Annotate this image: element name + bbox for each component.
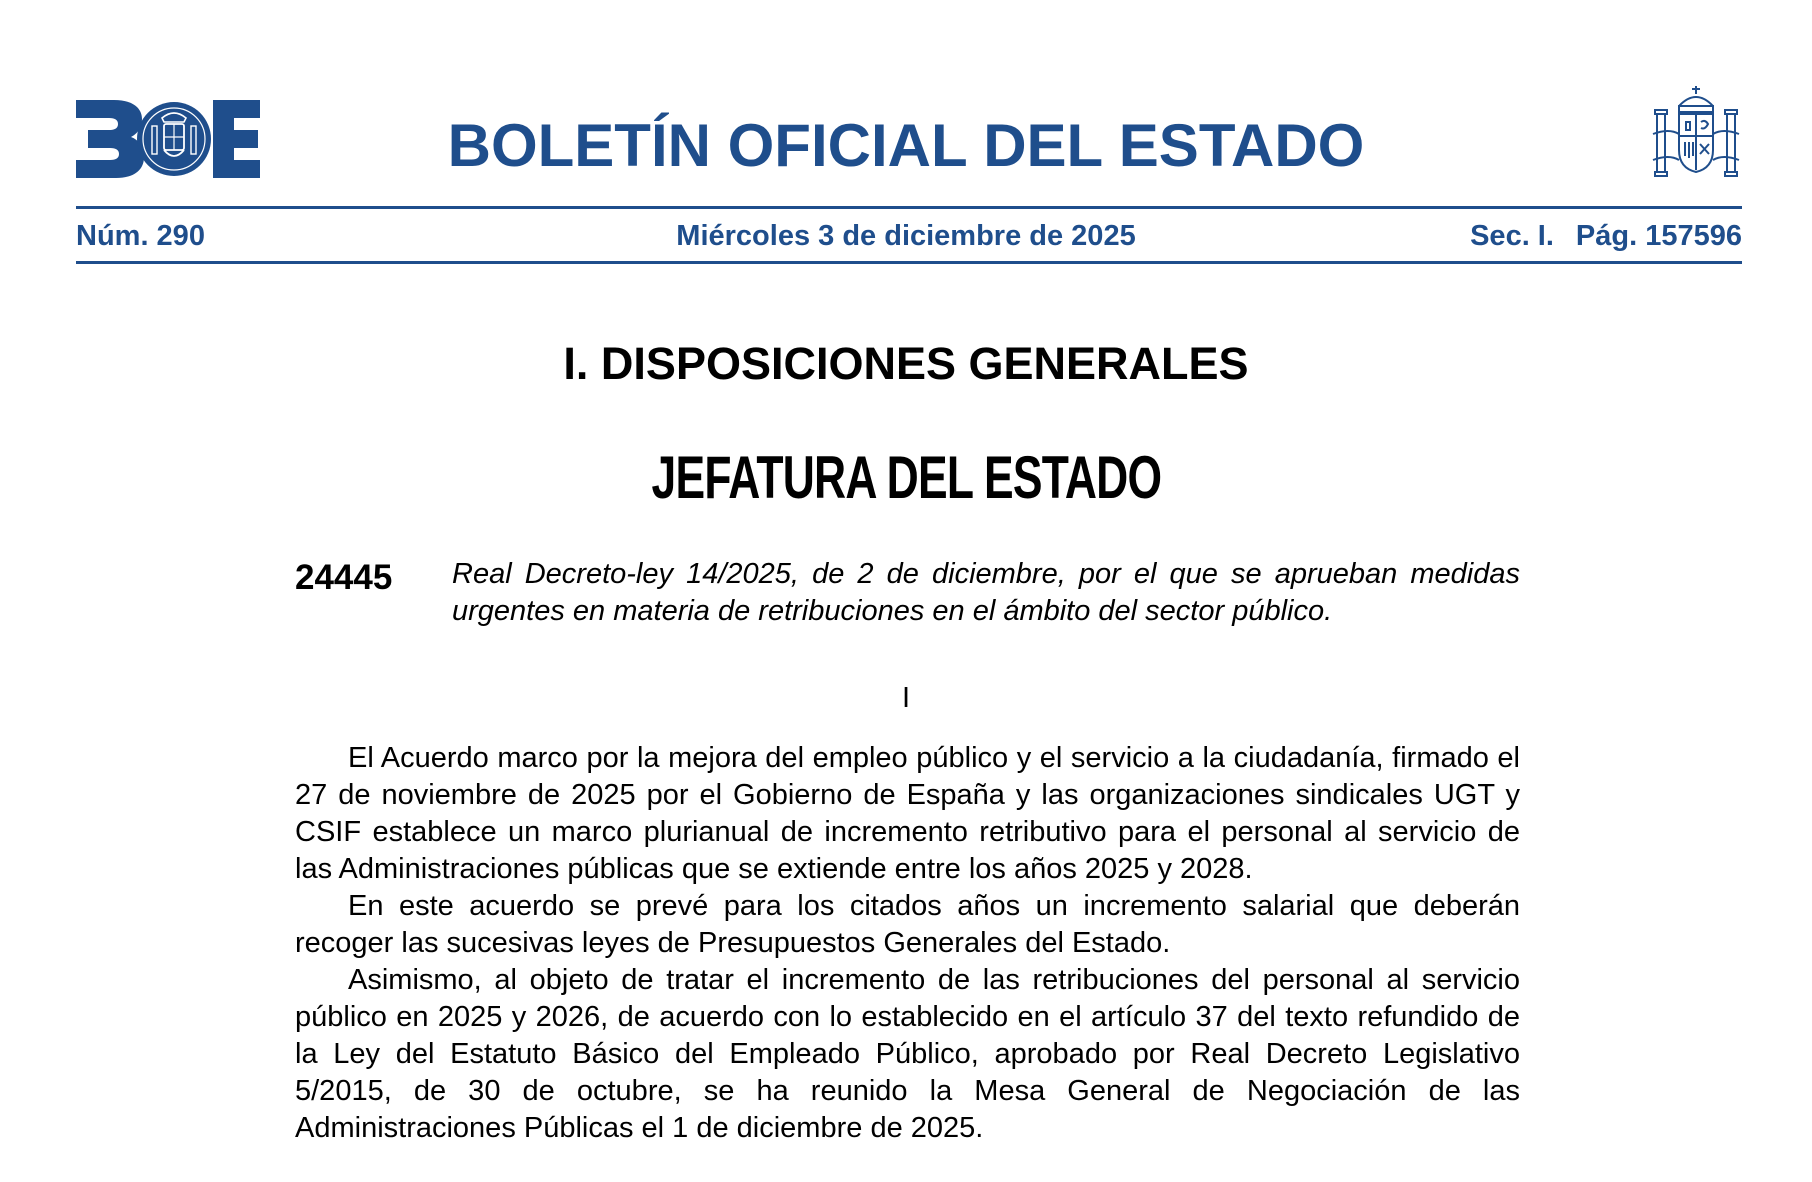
- paragraph: Asimismo, al objeto de tratar el incremento de las retribuciones del personal al servicio público en 2025 y 2026, de acuerdo con lo establecido en el artículo 37 del texto refundido de la Ley del Estatuto Básico del Empleado Público, aprobado por Real Decreto Legislativo 5/2015, de 30 de octubre, se ha reunido la Mesa General de Negociación de las Administraciones Públicas el 1 de diciembre de 2025.: [295, 964, 1520, 1144]
- organ-title-text: JEFATURA DEL ESTADO: [651, 444, 1161, 511]
- section-label: Sec. I.: [1470, 220, 1554, 252]
- organ-title: [0, 444, 1812, 512]
- disposition-title: Real Decreto-ley 14/2025, de 2 de diciembre, por el que se aprueban medidas urgentes en materia de retribuciones en el ámbito del sector público.: [452, 558, 1520, 627]
- section-page-info: [1470, 218, 1742, 254]
- header-top-rule: [76, 206, 1742, 209]
- paragraph: El Acuerdo marco por la mejora del empleo público y el servicio a la ciudadanía, firmado el 27 de noviembre de 2025 por el Gobierno de España y las organizaciones sindicales UGT y CSIF establece un marco plurianual de incremento retributivo para el personal al servicio de las Administraciones públicas que se extiende entre los años 2025 y 2028.: [295, 742, 1520, 885]
- body-text: [295, 740, 1520, 1147]
- issue-number: Núm. 290: [76, 220, 205, 252]
- header-bottom-rule: [76, 261, 1742, 264]
- page-number: Pág. 157596: [1575, 220, 1742, 252]
- section-title: I. DISPOSICIONES GENERALES: [563, 338, 1249, 389]
- paragraph: En este acuerdo se prevé para los citados años un incremento salarial que deberán recoger las sucesivas leyes de Presupuestos Generales del Estado.: [295, 890, 1520, 959]
- part-numeral: I: [901, 682, 911, 714]
- newspaper-title: BOLETÍN OFICIAL DEL ESTADO: [447, 112, 1365, 179]
- issue-date: Miércoles 3 de diciembre de 2025: [676, 220, 1136, 252]
- disposition-number: 24445: [295, 558, 393, 597]
- coat-of-arms-icon: [1649, 84, 1743, 186]
